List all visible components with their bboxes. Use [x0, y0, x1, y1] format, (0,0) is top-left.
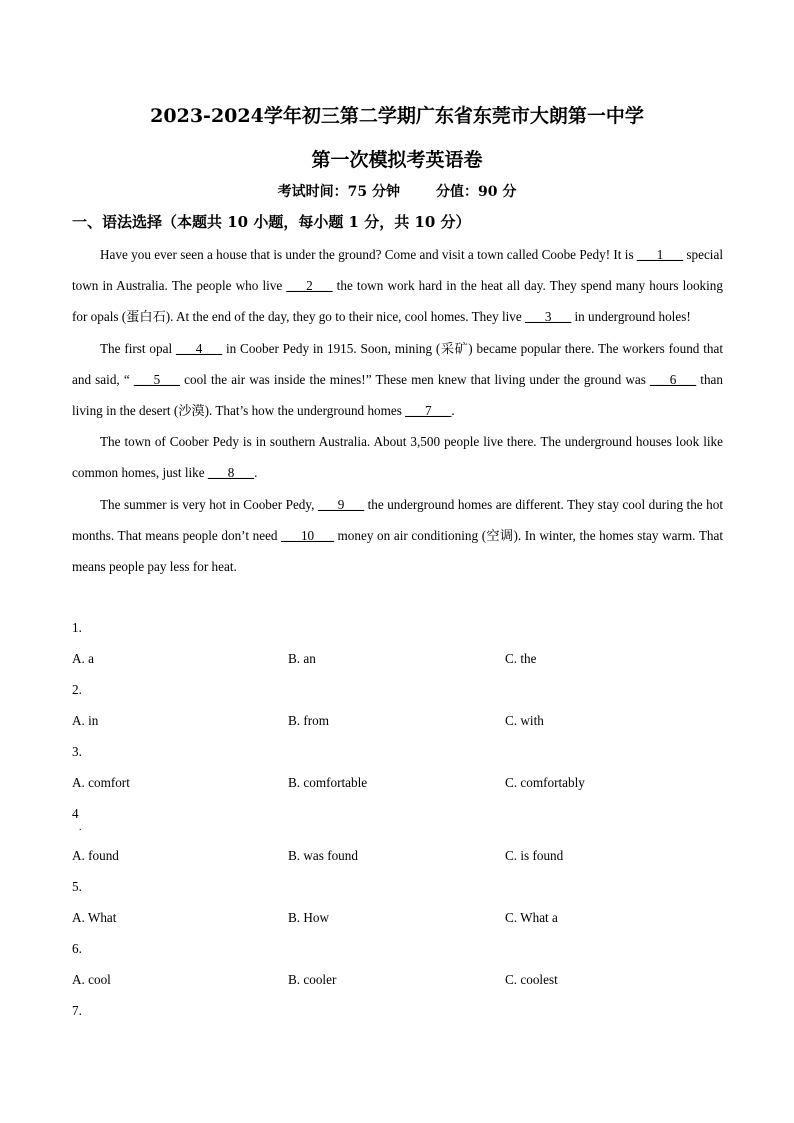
option-a[interactable]: A. What: [72, 910, 117, 925]
option-b[interactable]: B. an: [288, 651, 316, 666]
exam-time: 考试时间：75 分钟: [277, 184, 400, 200]
question-options: [72, 902, 723, 933]
question-options: [72, 964, 723, 995]
option-b[interactable]: B. comfortable: [288, 775, 368, 790]
option-c[interactable]: C. the: [505, 651, 537, 666]
question-options: [72, 767, 723, 798]
option-c[interactable]: C. is found: [505, 848, 564, 863]
option-b[interactable]: B. from: [288, 713, 330, 728]
question-options: [72, 705, 723, 736]
option-a[interactable]: A. cool: [72, 972, 111, 987]
option-b[interactable]: B. cooler: [288, 972, 337, 987]
option-c[interactable]: C. coolest: [505, 972, 558, 987]
reading-passage: [72, 239, 723, 582]
blank-2: ___2___: [286, 278, 333, 294]
blank-7: ___7___: [405, 403, 452, 419]
exam-meta: [0, 181, 794, 201]
blank-1: ___1___: [636, 247, 684, 262]
option-a[interactable]: A. in: [72, 713, 99, 728]
question-number-wrapper: [72, 798, 723, 840]
option-b[interactable]: B. How: [288, 910, 330, 925]
blank-9: ___9___: [317, 496, 365, 512]
question-list: [72, 612, 723, 1026]
passage-paragraph-4: The summer is very hot in Coober Pedy, ___9___ the underground homes are different. They stay cool during the hot months. That means people don’t need ___10___ money on air conditioning (空调). In winter, the homes stay warm. That means people pay less for heat.: [72, 496, 723, 575]
question-number: 6.: [72, 941, 82, 956]
blank-10: ___10___: [281, 527, 334, 543]
option-c[interactable]: C. What a: [505, 910, 558, 925]
question-options: [72, 643, 723, 674]
option-c[interactable]: C. with: [505, 713, 544, 728]
question-number: 1.: [72, 620, 82, 635]
option-a[interactable]: A. comfort: [72, 775, 130, 790]
option-a[interactable]: A. found: [72, 848, 119, 863]
passage-paragraph-3: The town of Coober Pedy is in southern Australia. About 3,500 people live there. The underground houses look like common homes, just like ___8___.: [72, 434, 723, 481]
question-number: 2.: [72, 682, 82, 697]
question-options: [72, 840, 723, 871]
blank-6: ___6___: [649, 371, 697, 387]
exam-title: 2023-2024学年初三第二学期广东省东莞市大朗第一中学: [150, 105, 644, 127]
question-number: 3.: [72, 744, 82, 759]
blank-8: ___8___: [207, 465, 255, 481]
section-heading: 一、语法选择（本题共 10 小题，每小题 1 分，共 10 分）: [72, 213, 471, 231]
question-number: 4: [72, 806, 79, 821]
blank-5: ___5___: [133, 371, 180, 387]
option-b[interactable]: B. was found: [288, 848, 358, 863]
option-a[interactable]: A. a: [72, 651, 94, 666]
exam-subtitle: 第一次模拟考英语卷: [311, 149, 483, 171]
exam-score: 分值：90 分: [436, 184, 517, 200]
blank-4: ___4___: [175, 340, 223, 356]
passage-paragraph-1: Have you ever seen a house that is under the ground? Come and visit a town called Coobe Pedy! It is ___1___ special town in Australia. The people who live ___2___ the town work hard in the heat all day. They spend many hours looking for opals (蛋白石). At the end of the day, they go to their nice, cool homes. They live ___3___ in underground holes!: [72, 247, 723, 325]
passage-paragraph-2: The first opal ___4___ in Coober Pedy in 1915. Soon, mining (采矿) became popular there. The workers found that and said, “ ___5___ cool the air was inside the mines!” These men knew that living under the ground was ___6___ than living in the desert (沙漠). That’s how the underground homes ___7___.: [72, 340, 723, 419]
blank-3: ___3___: [525, 309, 572, 325]
question-number: 7.: [72, 1003, 82, 1018]
question-number-dot: .: [79, 822, 82, 833]
question-number: 5.: [72, 879, 82, 894]
option-c[interactable]: C. comfortably: [505, 775, 585, 790]
